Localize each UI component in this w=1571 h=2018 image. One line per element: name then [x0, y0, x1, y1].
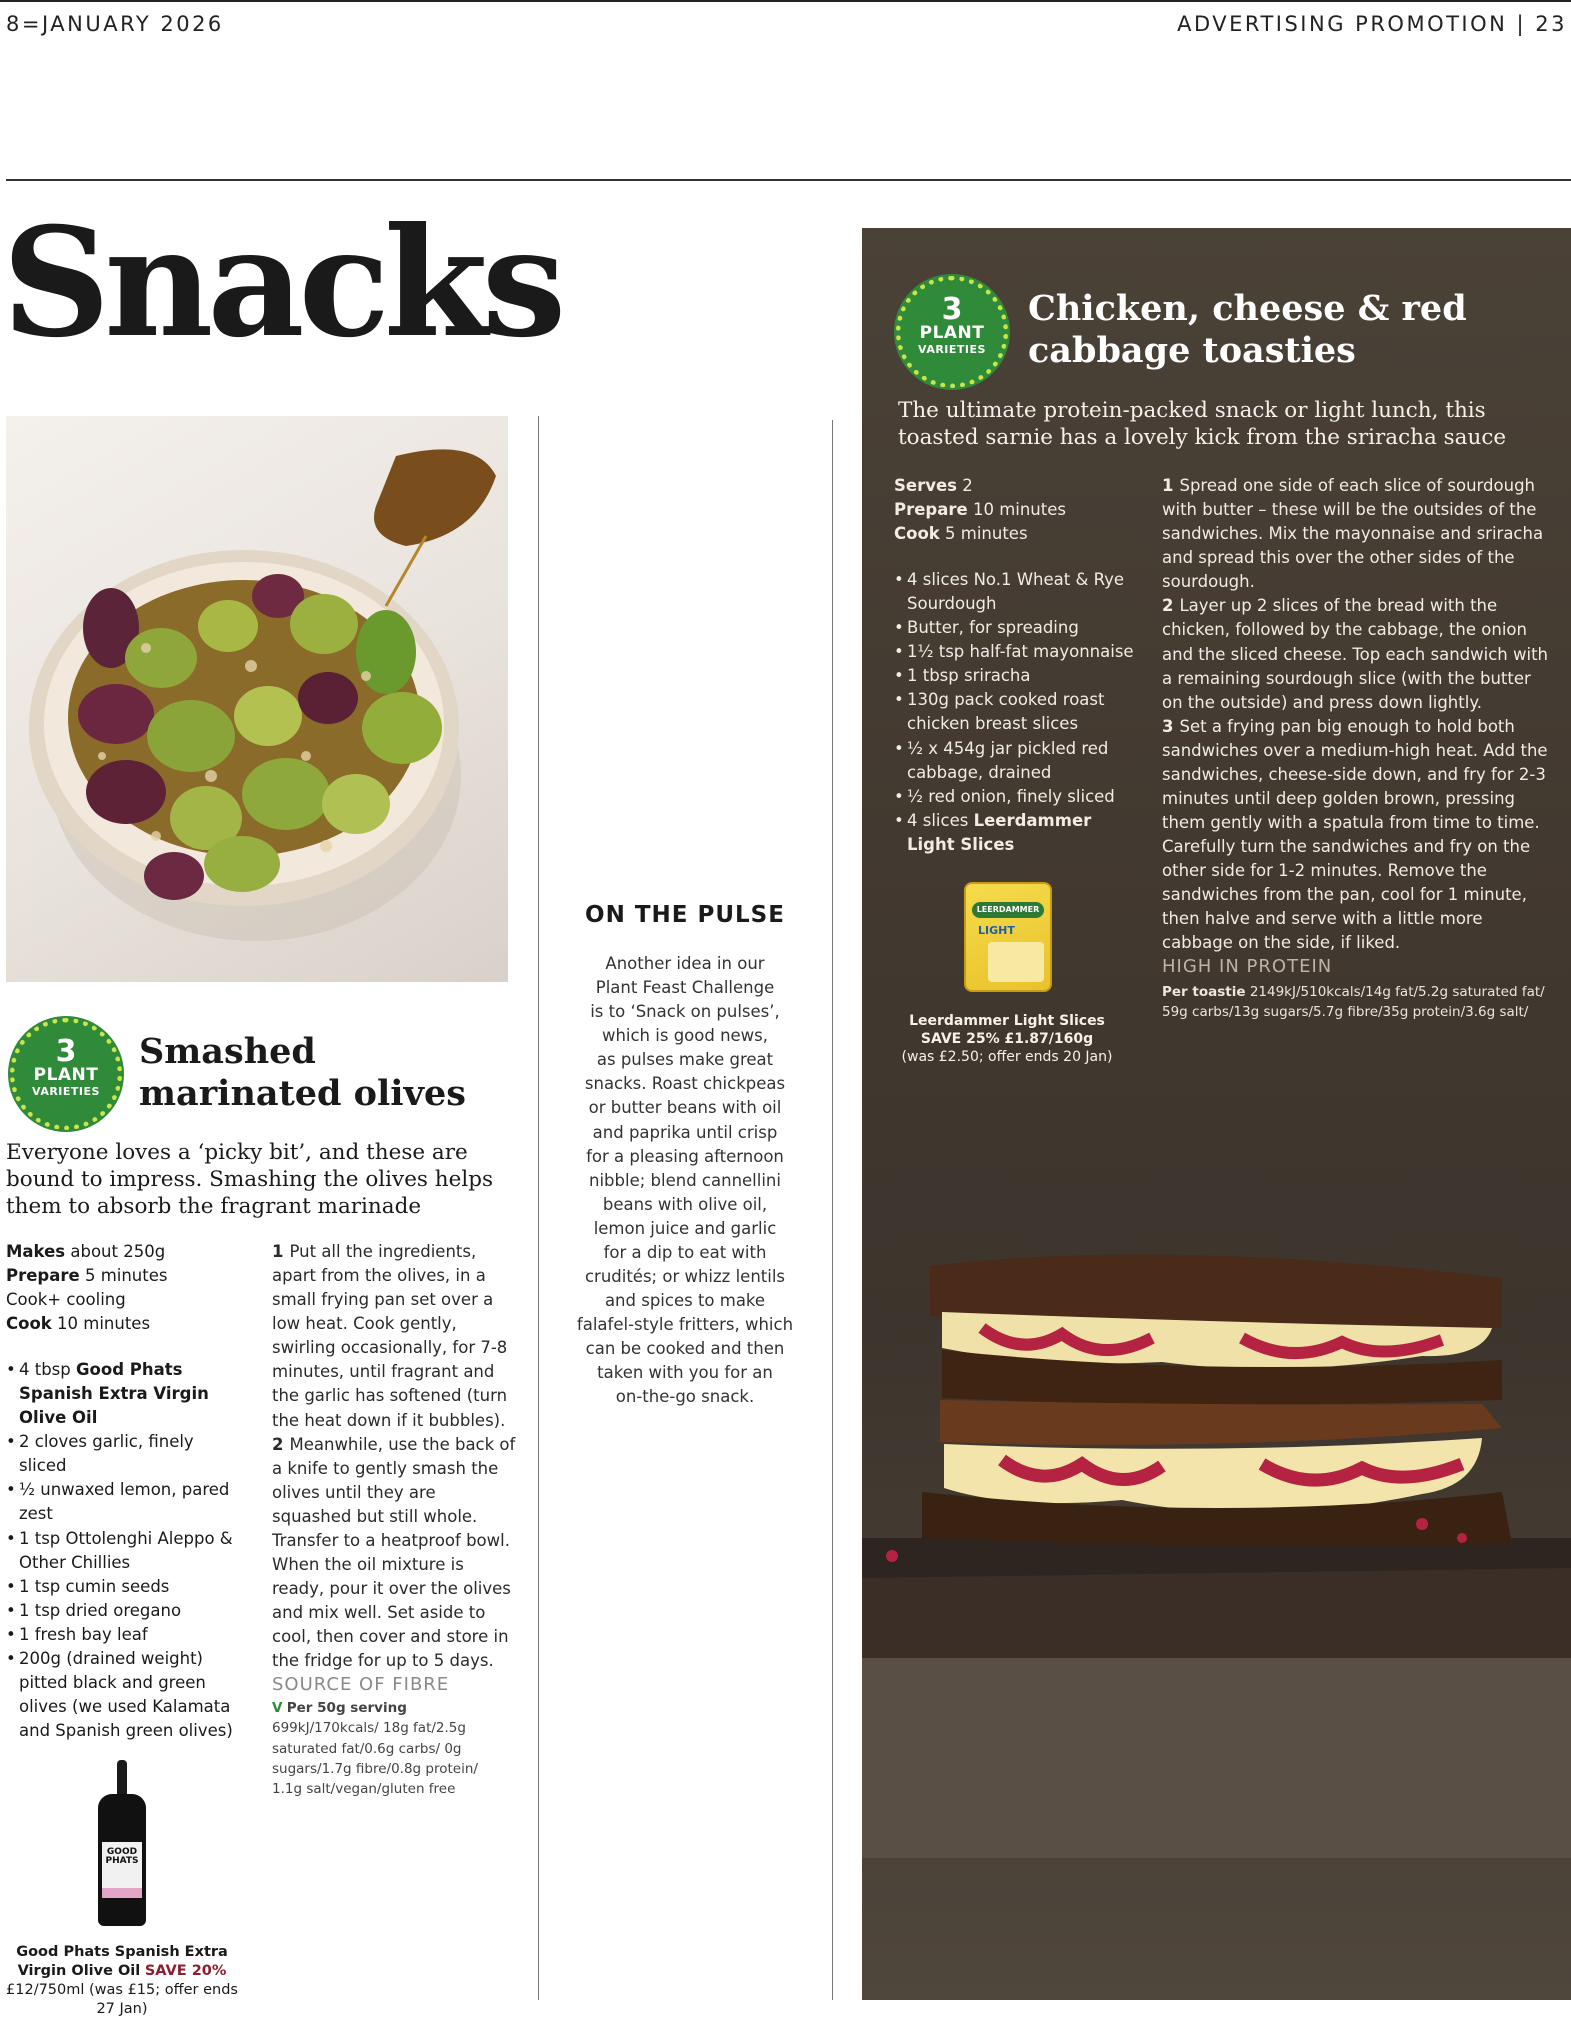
method-step: 2 Layer up 2 slices of the bread with the chicken, followed by the cabbage, the onion and the sliced cheese. Top each sandwich with a remaining sourdough slice (with the butter on the outside) and press down lightly. — [1162, 596, 1549, 712]
on-the-pulse-title: ON THE PULSE — [585, 902, 785, 928]
method-step: 1 Put all the ingredients, apart from the olives, in a small frying pan set over a low heat. Cook gently, swirling occasionally, for 7-8 minutes, until fragrant and the garlic has softened (turn the heat down if it bubbles). — [272, 1242, 508, 1430]
ingredient-item: • 1 tsp cumin seeds — [6, 1575, 246, 1599]
toasties-panel — [862, 228, 1571, 2000]
toasties-method — [1162, 474, 1550, 956]
olives-bowl-illustration — [6, 416, 508, 982]
olives-nutrition-tag: SOURCE OF FIBRE — [272, 1674, 450, 1695]
ingredient-item: • 4 slices Leerdammer Light Slices — [894, 809, 1144, 857]
column-divider-2 — [832, 420, 833, 2000]
olives-recipe-title: Smashed marinated olives — [139, 1031, 466, 1114]
toasties-ingredients — [894, 568, 1144, 857]
ingredient-item: • 4 tbsp Good Phats Spanish Extra Virgin Olive Oil — [6, 1358, 246, 1430]
ingredient-item: • ½ red onion, finely sliced — [894, 785, 1144, 809]
ingredient-item: • 1 tsp dried oregano — [6, 1599, 246, 1623]
method-step: 3 Set a frying pan big enough to hold both sandwiches over a medium-high heat. Add the sandwiches, cheese-side down, and fry for 2-3 minutes until deep golden brown, pressing them gently with a spatula from time to time. Carefully turn the sandwiches and fry on the other side for 1-2 minutes. Remove the sandwiches from the pan, cool for 1 minute, then halve and serve with a little more cabbage on the side, if liked. — [1162, 716, 1548, 953]
method-step: 2 Meanwhile, use the back of a knife to gently smash the olives until they are squashed but still whole. Transfer to a heatproof bowl. When the oil mixture is ready, pour it over the olives and mix well. Set aside to cool, then cover and store in the fridge for up to 5 days. — [272, 1434, 516, 1671]
olive-oil-bottle-image: GOOD PHATS — [98, 1760, 146, 1926]
leerdammer-promo: Leerdammer Light Slices SAVE 25% £1.87/160g (was £2.50; offer ends 20 Jan) — [901, 1013, 1113, 1066]
olives-meta: Makes about 250g Prepare 5 minutes Cook+ cooling Cook 10 minutes — [6, 1242, 168, 1333]
leerdammer-pack-image: LEERDAMMER LIGHT — [964, 882, 1052, 992]
toastie-sandwich-illustration — [862, 1238, 1571, 1838]
page-title: Snacks — [2, 195, 561, 371]
ingredient-item: • 130g pack cooked roast chicken breast slices — [894, 688, 1144, 736]
plant-varieties-badge-olives: 3 PLANT VARIETIES — [10, 1018, 122, 1130]
header-rule — [6, 179, 1571, 181]
advertising-label: ADVERTISING PROMOTION | 23 — [1177, 12, 1567, 36]
ingredient-item: • 1 fresh bay leaf — [6, 1623, 246, 1647]
olives-nutrition: V Per 50g serving 699kJ/170kcals/ 18g fat/2.5g saturated fat/0.6g carbs/ 0g sugars/1.7g fibre/0.8g protein/ 1.1g salt/vegan/gluten free — [272, 1700, 478, 1797]
on-the-pulse-text: Another idea in our Plant Feast Challenge is to ‘Snack on pulses’, which is good news, as pulses make great snacks. Roast chickpeas or butter beans with oil and paprika until crisp for a pleasing afternoon nibble; blend cannellini beans with olive oil, lemon juice and garlic for a dip to eat with crudités; or whizz lentils and spices to make falafel-style fritters, which can be cooked and then taken with you for an on-the-go snack. — [576, 954, 794, 1407]
ingredient-item: • 1½ tsp half-fat mayonnaise — [894, 640, 1144, 664]
ingredient-item: • 1 tsp Ottolenghi Aleppo & Other Chillies — [6, 1527, 246, 1575]
column-divider-1 — [538, 416, 539, 2000]
ingredient-item: • 200g (drained weight) pitted black and green olives (we used Kalamata and Spanish green olives) — [6, 1647, 246, 1743]
issue-date: 8=JANUARY 2026 — [6, 12, 224, 36]
plant-varieties-badge-toasties: 3 PLANT VARIETIES — [896, 276, 1008, 388]
olives-method — [272, 1240, 516, 1673]
ingredient-item: • 1 tbsp sriracha — [894, 664, 1144, 688]
method-step: 1 Spread one side of each slice of sourdough with butter – these will be the outsides of the sandwiches. Mix the mayonnaise and sriracha and spread this over the other sides of the sourdough. — [1162, 476, 1544, 592]
toasties-meta: Serves 2 Prepare 10 minutes Cook 5 minutes — [894, 476, 1066, 543]
toasties-recipe-title: Chicken, cheese & red cabbage toasties — [1028, 288, 1467, 371]
toasties-intro: The ultimate protein-packed snack or light lunch, this toasted sarnie has a lovely kick from the sriracha sauce — [898, 398, 1507, 450]
olives-photo — [6, 416, 508, 982]
olives-ingredients — [6, 1358, 246, 1743]
toasties-nutrition: Per toastie 2149kJ/510kcals/14g fat/5.2g saturated fat/ 59g carbs/13g sugars/5.7g fibre/35g protein/3.6g salt/ — [1162, 984, 1545, 1021]
ingredient-item: • 4 slices No.1 Wheat & Rye Sourdough — [894, 568, 1144, 616]
toasties-nutrition-tag: HIGH IN PROTEIN — [1162, 956, 1333, 977]
top-rule — [0, 0, 1571, 2]
ingredient-item: • ½ x 454g jar pickled red cabbage, drained — [894, 737, 1144, 785]
ingredient-item: • ½ unwaxed lemon, pared zest — [6, 1478, 246, 1526]
olive-oil-promo: Good Phats Spanish Extra Virgin Olive Oil SAVE 20% £12/750ml (was £15; offer ends 27 Jan) — [6, 1944, 238, 2017]
olives-intro: Everyone loves a ‘picky bit’, and these are bound to impress. Smashing the olives helps them to absorb the fragrant marinade — [6, 1140, 494, 1219]
ingredient-item: • 2 cloves garlic, finely sliced — [6, 1430, 246, 1478]
ingredient-item: • Butter, for spreading — [894, 616, 1144, 640]
